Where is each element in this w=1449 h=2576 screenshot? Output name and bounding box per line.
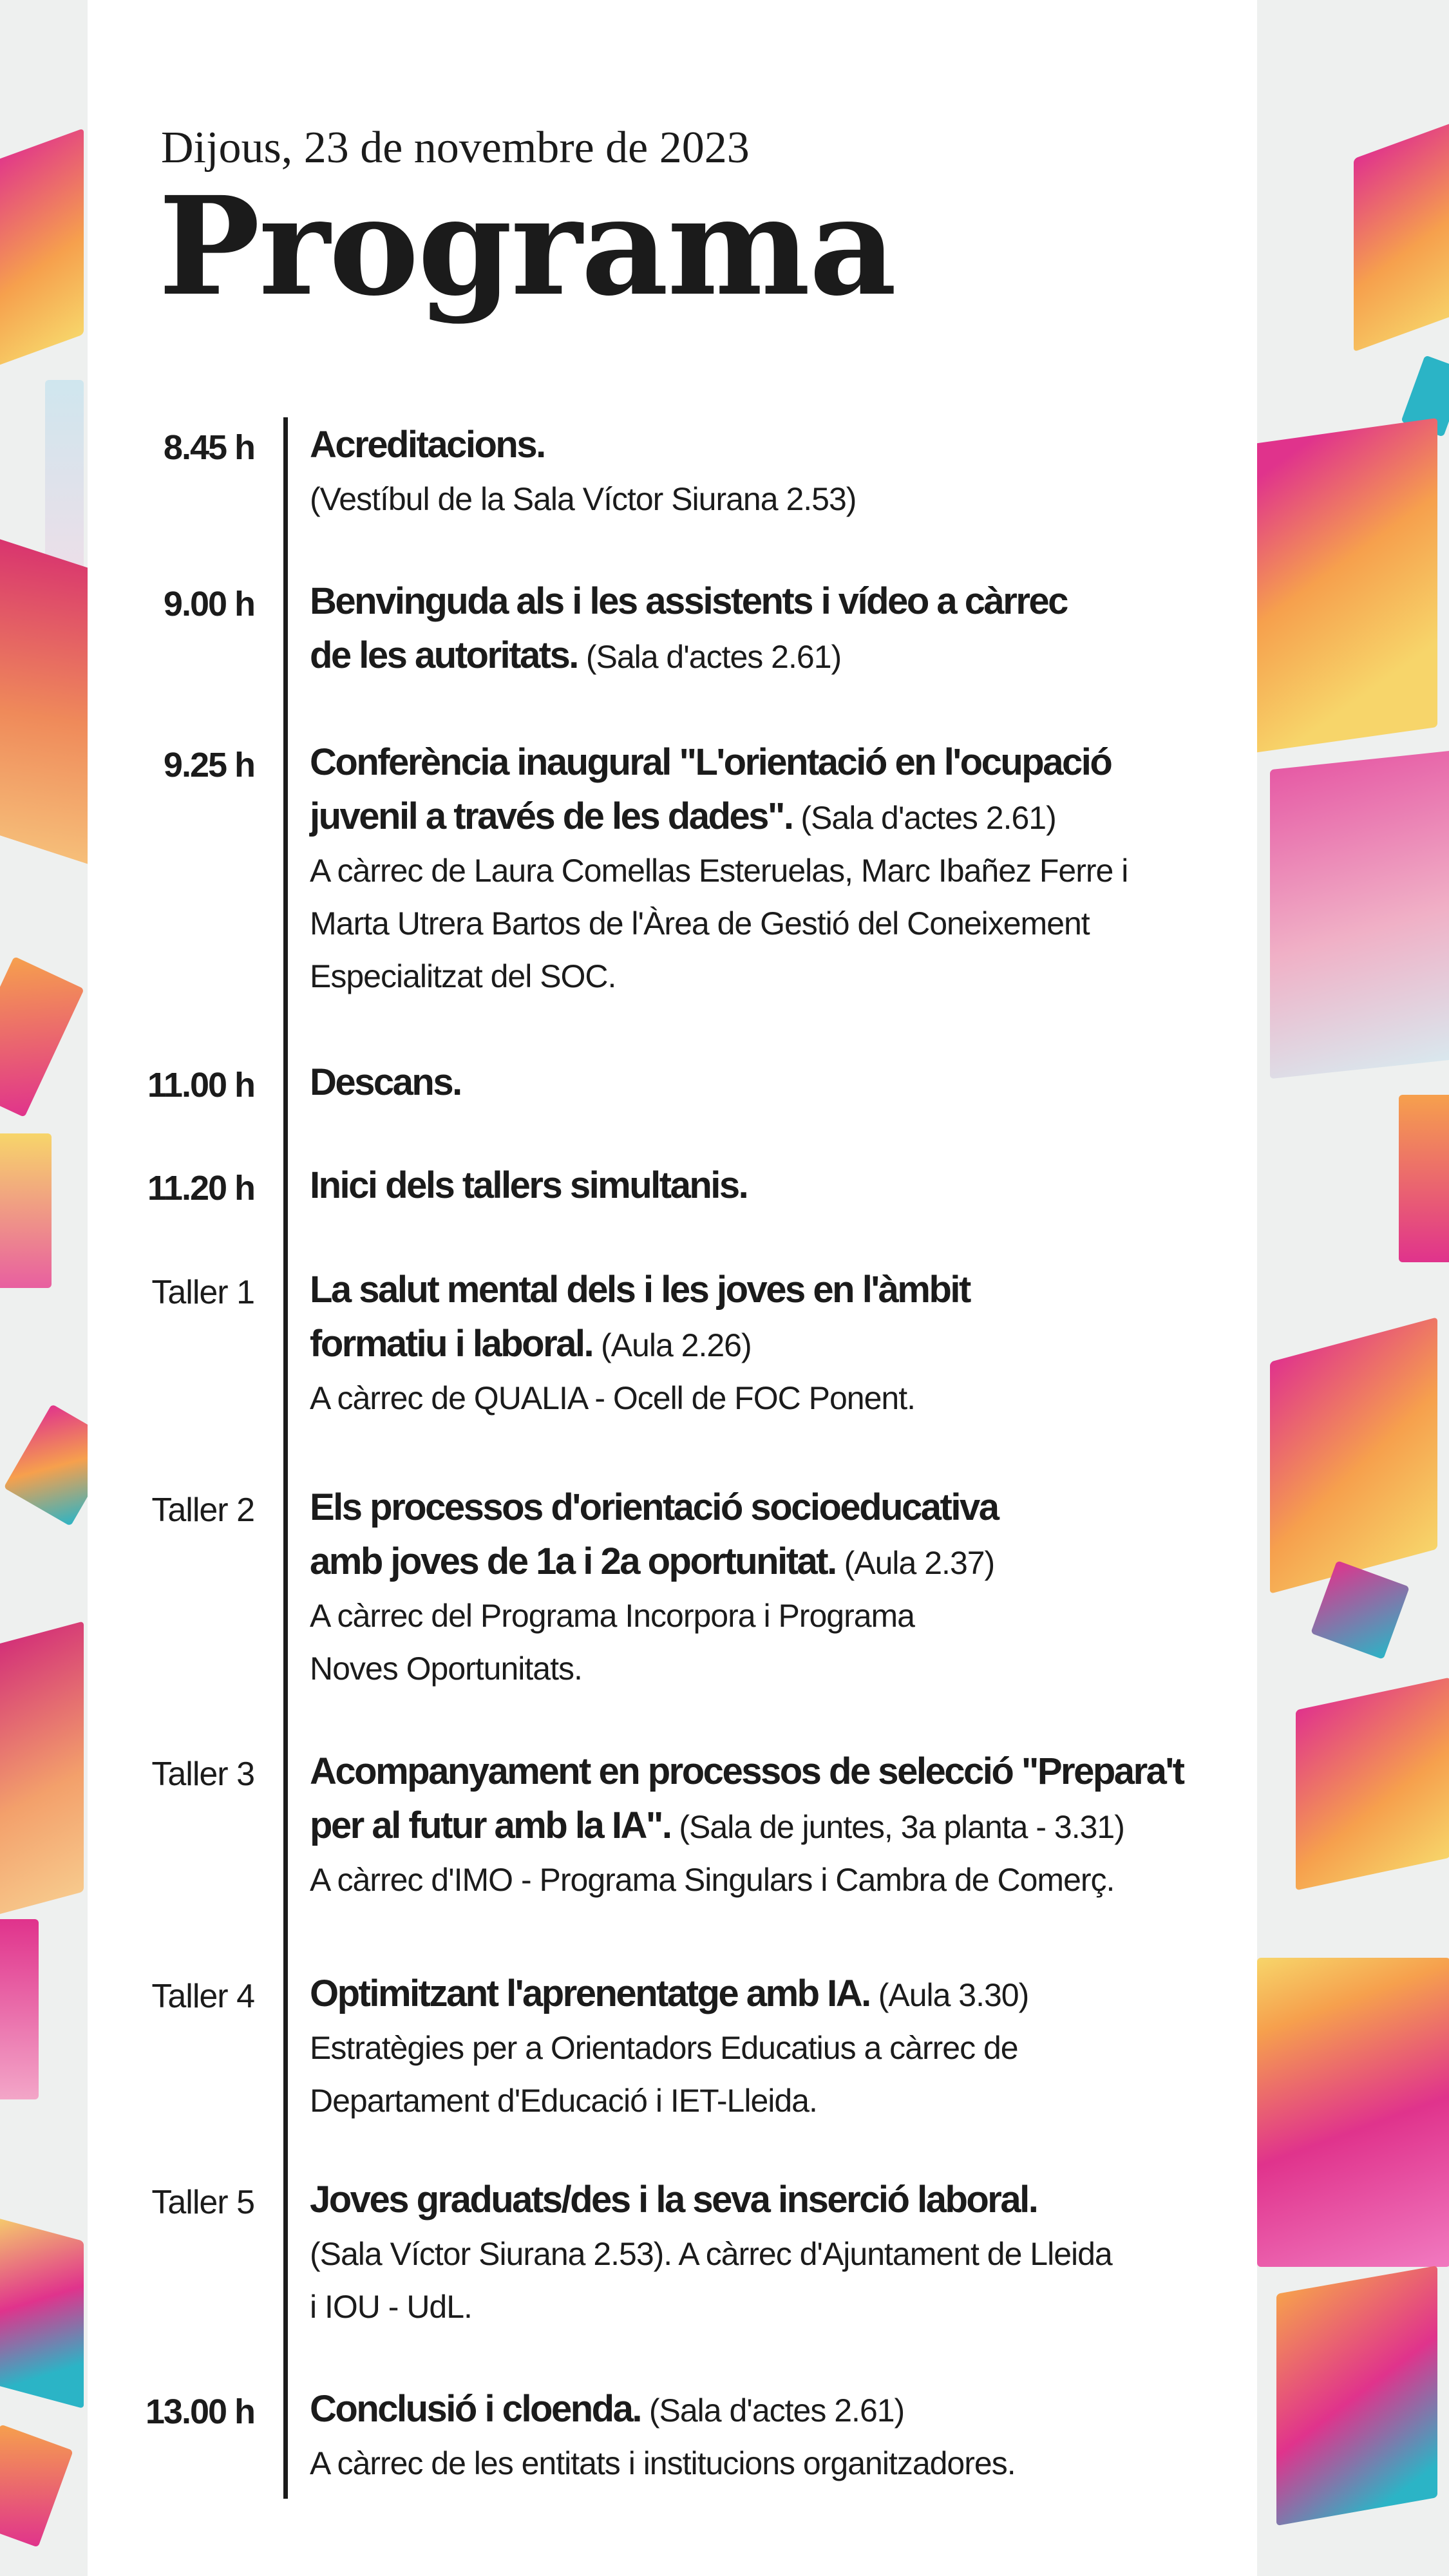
description-bold-text: de les autoritats. [310, 634, 578, 676]
description-bold-text: Descans. [310, 1061, 461, 1103]
program-item-description [310, 1481, 1211, 1695]
description-bold-text: Els processos d'orientació socioeducativa [310, 1486, 998, 1528]
cube-shape [1399, 1095, 1449, 1262]
description-line [310, 2383, 1211, 2437]
description-text: Estratègies per a Orientadors Educatius a càrrec de [310, 2030, 1018, 2066]
description-line [310, 575, 1211, 629]
program-item-description [310, 419, 1211, 526]
cube-shape [4, 1404, 88, 1526]
description-line [310, 629, 1211, 683]
cube-shape [1257, 418, 1437, 754]
description-text: (Sala d'actes 2.61) [577, 639, 842, 675]
description-line [310, 1745, 1211, 1799]
program-item-description [310, 736, 1211, 1003]
program-item-time: Taller 3 [151, 1756, 254, 1793]
description-line [310, 1264, 1211, 1318]
program-item-time: 9.00 h [163, 585, 254, 623]
cube-shape [0, 956, 84, 1117]
description-text: A càrrec d'IMO - Programa Singulars i Cambra de Comerç. [310, 1862, 1115, 1898]
description-line [310, 2174, 1211, 2228]
program-item-time: Taller 4 [151, 1978, 254, 2015]
description-bold-text: Joves graduats/des i la seva inserció laboral. [310, 2179, 1037, 2221]
cube-shape [0, 128, 84, 374]
program-item-time: 13.00 h [145, 2392, 254, 2431]
description-text: (Sala d'actes 2.61) [640, 2392, 905, 2429]
description-line [310, 950, 1211, 1003]
cube-shape [0, 533, 88, 871]
description-text: A càrrec del Programa Incorpora i Programa [310, 1598, 914, 1634]
description-text: (Sala Víctor Siurana 2.53). A càrrec d'Ajuntament de Lleida [310, 2236, 1112, 2272]
decorative-cubes-left [0, 0, 88, 2576]
description-line [310, 2022, 1211, 2074]
program-item-time: 11.00 h [147, 1066, 254, 1104]
description-text: (Sala d'actes 2.61) [792, 800, 1056, 836]
description-bold-text: Inici dels tallers simultanis. [310, 1164, 748, 1206]
description-bold-text: La salut mental dels i les joves en l'àmbit [310, 1269, 970, 1311]
description-line [310, 1642, 1211, 1695]
cube-shape [1270, 1317, 1437, 1594]
description-text: Departament d'Educació i IET-Lleida. [310, 2083, 817, 2119]
description-line [310, 1589, 1211, 1642]
description-line [310, 2437, 1211, 2490]
cube-shape [1257, 1958, 1449, 2267]
description-text: A càrrec de les entitats i institucions organitzadores. [310, 2445, 1016, 2481]
description-line [310, 1481, 1211, 1535]
description-bold-text: amb joves de 1a i 2a oportunitat. [310, 1540, 836, 1582]
description-line [310, 419, 1211, 473]
event-date: Dijous, 23 de novembre de 2023 [161, 123, 750, 173]
description-text: Especialitzat del SOC. [310, 958, 616, 994]
cube-shape [1296, 1677, 1449, 1890]
description-line [310, 1853, 1211, 1906]
program-item-description [310, 2383, 1211, 2490]
cube-shape [0, 1621, 84, 1921]
description-text: (Aula 2.37) [835, 1545, 995, 1581]
cube-shape [0, 1133, 52, 1288]
program-item-time: Taller 2 [151, 1492, 254, 1529]
description-text: (Sala de juntes, 3a planta - 3.31) [670, 1809, 1124, 1845]
description-text: (Aula 2.26) [592, 1327, 752, 1363]
program-item-description [310, 575, 1211, 683]
program-item-time: 9.25 h [163, 746, 254, 784]
description-line [310, 897, 1211, 950]
description-text: (Aula 3.30) [869, 1977, 1029, 2013]
description-line [310, 1372, 1211, 1425]
decorative-cubes-right [1257, 0, 1449, 2576]
description-line [310, 790, 1211, 844]
description-line [310, 844, 1211, 897]
description-text: Marta Utrera Bartos de l'Àrea de Gestió del Coneixement [310, 905, 1090, 942]
description-bold-text: Acompanyament en processos de selecció "Prepara't [310, 1750, 1184, 1792]
description-line [310, 1056, 1211, 1110]
program-item-description [310, 1159, 1211, 1213]
description-bold-text: Conferència inaugural "L'orientació en l'ocupació [310, 741, 1112, 783]
description-line [310, 2074, 1211, 2127]
program-item-description [310, 1056, 1211, 1110]
program-item-time: Taller 1 [151, 1274, 254, 1311]
program-item-description [310, 1745, 1211, 1906]
cube-shape [1276, 2266, 1437, 2526]
description-bold-text: Acreditacions. [310, 424, 545, 466]
description-line [310, 1967, 1211, 2022]
description-bold-text: Optimitzant l'aprenentatge amb IA. [310, 1973, 870, 2014]
cube-shape [0, 2215, 84, 2409]
program-item-time: Taller 5 [151, 2184, 254, 2221]
program-item-description [310, 2174, 1211, 2333]
cube-shape [0, 1919, 39, 2099]
description-line [310, 473, 1211, 526]
description-text: A càrrec de QUALIA - Ocell de FOC Ponent. [310, 1380, 915, 1416]
timeline-line [283, 417, 288, 2499]
program-item-time: 11.20 h [147, 1169, 254, 1208]
description-line [310, 2228, 1211, 2280]
description-line [310, 1535, 1211, 1589]
description-line [310, 1799, 1211, 1853]
description-bold-text: per al futur amb la IA". [310, 1804, 671, 1846]
cube-shape [1354, 112, 1449, 352]
description-text: (Vestíbul de la Sala Víctor Siurana 2.53) [310, 481, 857, 517]
description-line [310, 2280, 1211, 2333]
description-bold-text: Conclusió i cloenda. [310, 2388, 641, 2430]
description-line [310, 736, 1211, 790]
page-title: Programa [158, 167, 896, 326]
cube-shape [0, 2424, 73, 2547]
program-item-time: 8.45 h [163, 428, 254, 467]
description-bold-text: Benvinguda als i les assistents i vídeo a càrrec [310, 580, 1067, 622]
description-bold-text: juvenil a través de les dades". [310, 795, 793, 837]
description-text: Noves Oportunitats. [310, 1651, 582, 1687]
description-line [310, 1318, 1211, 1372]
program-item-description [310, 1967, 1211, 2127]
description-text: A càrrec de Laura Comellas Esteruelas, Marc Ibañez Ferre i [310, 853, 1128, 889]
cube-shape [1270, 750, 1449, 1079]
description-bold-text: formatiu i laboral. [310, 1323, 593, 1365]
description-line [310, 1159, 1211, 1213]
description-text: i IOU - UdL. [310, 2289, 472, 2325]
program-item-description [310, 1264, 1211, 1425]
